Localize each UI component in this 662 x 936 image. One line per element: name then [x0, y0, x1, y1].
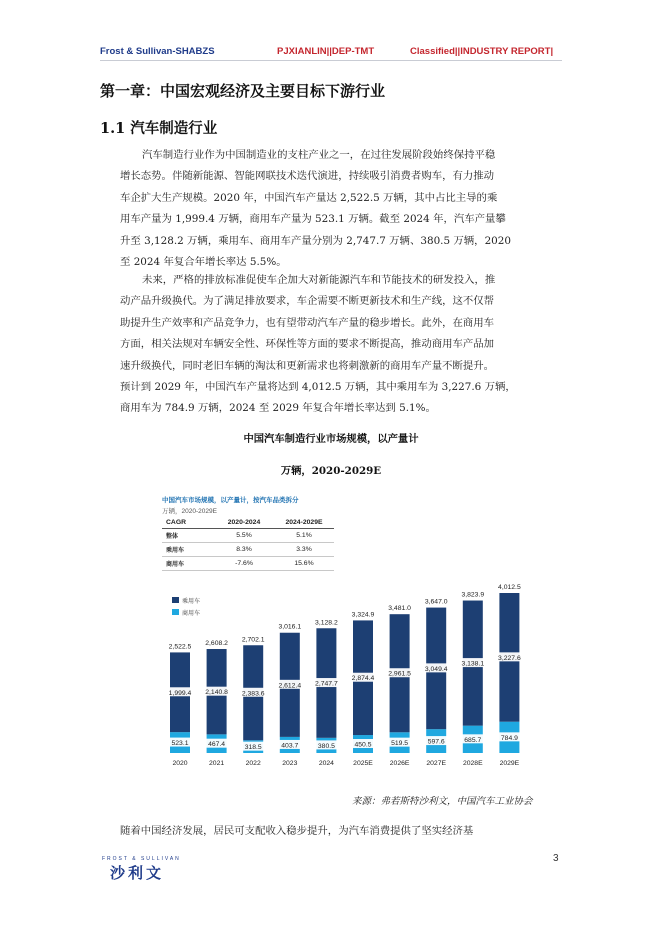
section-title: 1.1 汽车制造行业	[100, 120, 218, 137]
x-tick-label: 2024	[318, 760, 334, 767]
paragraph-line: 速升级换代，同时老旧车辆的淘汰和更新需求也将刺激新的商用车产量不断提升。	[120, 359, 495, 372]
x-tick-label: 2020	[172, 760, 188, 767]
cagr-header-period1: 2020-2024	[214, 517, 274, 529]
data-label-commercial: 685.7	[464, 736, 482, 744]
header-divider	[100, 60, 562, 61]
x-tick-label: 2028E	[462, 760, 483, 767]
data-label-commercial: 403.7	[281, 742, 299, 750]
paragraph-line: 方面，相关法规对车辆安全性、环保性等方面的要求不断提高，推动商用车产品加	[120, 338, 495, 351]
cagr-value: 5.1%	[274, 529, 334, 543]
paragraph-line: 商用车为 784.9 万辆，2024 至 2029 年复合年增长率达到 5.1%。	[120, 402, 436, 415]
chart-panel-subtitle: 万辆，2020-2029E	[162, 508, 217, 515]
cagr-value: 5.5%	[214, 529, 274, 543]
chart-panel-title: 中国汽车市场规模，以产量计，按汽车品类拆分	[162, 496, 299, 504]
total-label: 3,481.0	[388, 605, 411, 613]
data-label-passenger: 2,383.6	[241, 690, 265, 698]
paragraph-3-line: 随着中国经济发展，居民可支配收入稳步提升，为汽车消费提供了坚实经济基	[120, 825, 474, 837]
data-label-commercial: 597.6	[427, 738, 445, 746]
source-note: 来源：弗若斯特沙利文，中国汽车工业协会	[352, 796, 533, 807]
legend-label: 乘用车	[182, 598, 201, 605]
data-label-commercial: 523.1	[171, 740, 189, 748]
paragraph-line: 预计到 2029 年，中国汽车产量将达到 4,012.5 万辆，其中乘用车为 3,227.6 万辆，	[120, 381, 516, 394]
cagr-value: 3.3%	[274, 543, 334, 557]
x-tick-label: 2029E	[499, 760, 520, 767]
data-label-commercial: 467.4	[208, 741, 226, 749]
paragraph-1	[120, 145, 562, 273]
x-tick-label: 2025E	[353, 760, 373, 767]
total-label: 2,702.1	[241, 636, 265, 644]
paragraph-line: 汽车制造行业作为中国制造业的支柱产业之一，在过往发展阶段始终保持平稳	[142, 149, 496, 161]
header-company: Frost & Sullivan-SHABZS	[100, 46, 215, 57]
total-label: 4,012.5	[498, 584, 521, 591]
data-label-passenger: 1,999.4	[168, 689, 192, 697]
total-label: 3,324.9	[351, 611, 375, 619]
total-label: 3,128.2	[315, 619, 338, 627]
page-number: 3	[553, 853, 559, 864]
data-label-passenger: 2,140.8	[205, 689, 228, 697]
header-department: PJXIANLIN||DEP-TMT	[277, 46, 375, 57]
x-tick-label: 2022	[245, 760, 261, 767]
data-label-commercial: 450.5	[354, 741, 372, 749]
paragraph-line: 升至 3,128.2 万辆，乘用车、商用车产量分别为 2,747.7 万辆、380.5 万辆，2020	[120, 234, 512, 247]
x-tick-label: 2027E	[426, 760, 447, 767]
cagr-row-label: 整体	[162, 529, 214, 543]
total-label: 2,608.2	[205, 639, 228, 647]
paragraph-line: 增长态势。伴随新能源、智能网联技术迭代演进，持续吸引消费者购车，有力推动	[120, 170, 495, 183]
header-classification: Classified||INDUSTRY REPORT|	[410, 46, 554, 57]
table-row	[162, 529, 334, 543]
paragraph-line: 动产品升级换代。为了满足排放要求，车企需要不断更新技术和生产线，这不仅帮	[120, 295, 495, 308]
cagr-value: -7.6%	[214, 557, 274, 571]
logo-caption: FROST & SULLIVAN	[102, 856, 181, 862]
x-tick-label: 2026E	[389, 760, 410, 767]
cagr-table	[162, 517, 334, 571]
data-label-commercial: 380.5	[317, 742, 335, 750]
data-label-passenger: 2,961.5	[388, 670, 411, 678]
cagr-header-label: CAGR	[162, 517, 214, 529]
cagr-table-header	[162, 517, 334, 529]
paragraph-line: 未来，严格的排放标准促使车企加大对新能源汽车和节能技术的研发投入，推	[142, 274, 496, 286]
cagr-header-period2: 2024-2029E	[274, 517, 334, 529]
data-label-commercial: 519.5	[391, 740, 409, 748]
data-label-commercial: 784.9	[500, 734, 518, 742]
chart-caption: 中国汽车制造行业市场规模，以产量计	[243, 433, 419, 445]
x-tick-label: 2023	[282, 760, 298, 767]
total-label: 2,522.5	[168, 643, 192, 651]
table-row	[162, 557, 334, 571]
paragraph-line: 车企扩大生产规模。2020 年，中国汽车产量达 2,522.5 万辆，其中占比主导的乘	[120, 191, 498, 204]
x-tick-label: 2021	[209, 760, 225, 767]
paragraph-2	[120, 270, 562, 420]
chapter-title: 第一章：中国宏观经济及主要目标下游行业	[100, 82, 386, 100]
data-label-commercial: 318.5	[244, 744, 262, 752]
legend-label: 商用车	[182, 610, 201, 617]
paragraph-line: 用车产量为 1,999.4 万辆，商用车产量为 523.1 万辆。截至 2024 年，汽车产量攀	[120, 213, 506, 226]
company-logo: 沙利文	[110, 864, 165, 882]
cagr-value: 15.6%	[274, 557, 334, 571]
chart-caption-units: 万辆，2020-2029E	[280, 465, 382, 477]
total-label: 3,823.9	[461, 591, 485, 599]
data-label-passenger: 3,227.6	[498, 654, 521, 662]
total-label: 3,647.0	[424, 598, 448, 606]
data-label-passenger: 2,612.4	[278, 682, 302, 690]
table-row	[162, 543, 334, 557]
data-label-passenger: 3,138.1	[461, 660, 485, 668]
cagr-row-label: 乘用车	[162, 543, 214, 557]
total-label: 3,016.1	[278, 623, 302, 631]
cagr-value: 8.3%	[214, 543, 274, 557]
data-label-passenger: 2,874.4	[351, 675, 375, 683]
data-label-passenger: 3,049.4	[424, 665, 448, 673]
data-label-passenger: 2,747.7	[315, 680, 338, 688]
cagr-row-label: 商用车	[162, 557, 214, 571]
paragraph-line: 助提升生产效率和产品竞争力，也有望带动汽车产量的稳步增长。此外，在商用车	[120, 316, 495, 329]
paragraph-line: 至 2024 年复合年增长率达 5.5%。	[120, 256, 287, 269]
stacked-bar-chart	[154, 575, 521, 775]
